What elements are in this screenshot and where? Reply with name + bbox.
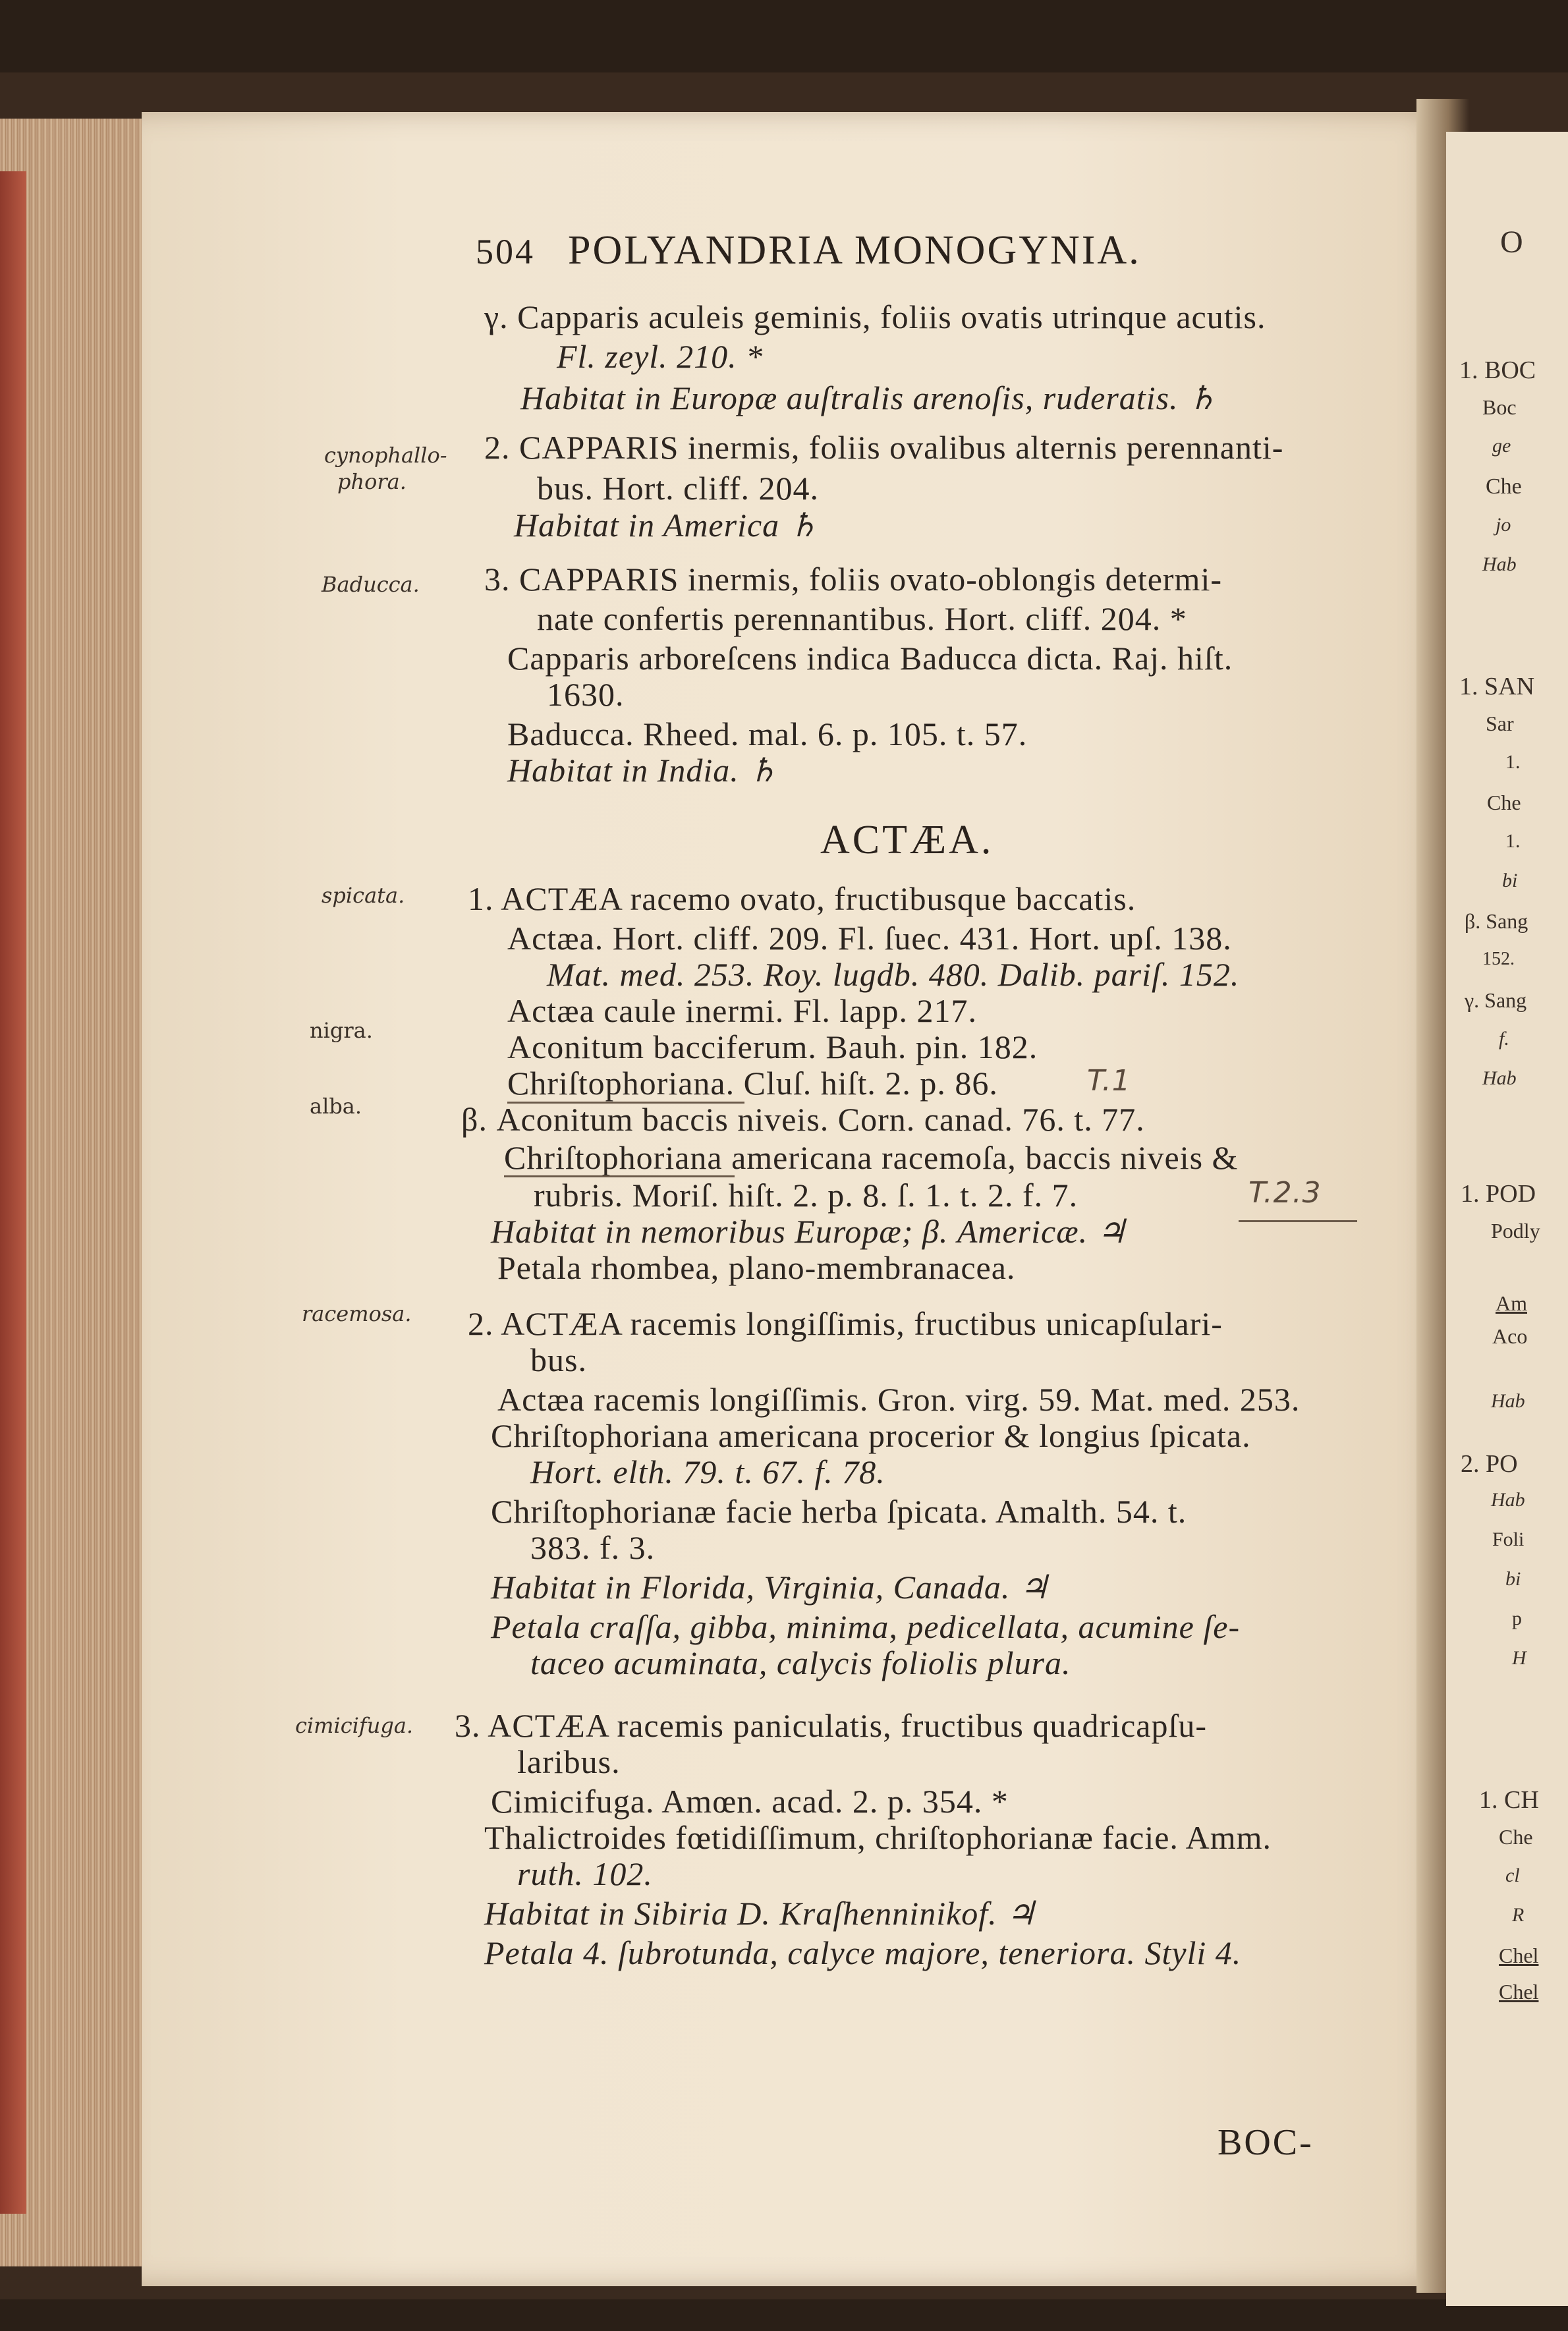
capparis-3-line1: 3. CAPPARIS inermis, foliis ovato-oblongis determi-	[484, 561, 1222, 598]
facing-fragment: β. Sang	[1465, 909, 1528, 933]
actaea-3-line6: Habitat in Sibiria D. Kraſhenninikof. ♃	[484, 1895, 1036, 1932]
actaea-2-line5: Hort. elth. 79. t. 67. f. 78.	[530, 1453, 885, 1490]
margin-label-baducca: Baducca.	[322, 572, 420, 597]
actaea-2-line9: Petala craſſa, gibba, minima, pedicellata, acumine ſe-	[491, 1608, 1241, 1645]
actaea-1-line9: rubris. Moriſ. hiſt. 2. p. 8. ſ. 1. t. 2. f. 7.	[534, 1177, 1078, 1214]
facing-fragment: ge	[1492, 435, 1511, 457]
facing-fragment: 1.	[1505, 751, 1521, 773]
facing-fragment: Che	[1499, 1825, 1533, 1849]
actaea-1-line3: Mat. med. 253. Roy. lugdb. 480. Dalib. pariſ. 152.	[547, 956, 1240, 993]
actaea-2-line10: taceo acuminata, calycis foliolis plura.	[530, 1644, 1071, 1681]
actaea-3-line5: ruth. 102.	[517, 1855, 653, 1892]
margin-label-cynophallophora-cont: phora.	[337, 469, 406, 494]
margin-label-spicata: spicata.	[322, 883, 405, 908]
facing-fragment: 1.	[1505, 830, 1521, 852]
facing-fragment: 2. PO	[1461, 1450, 1518, 1478]
facing-fragment: 1. SAN	[1459, 673, 1535, 700]
capparis-2-line2: bus. Hort. cliff. 204.	[537, 470, 819, 507]
actaea-1-line8: Chriſtophoriana americana racemoſa, baccis niveis &	[504, 1139, 1239, 1176]
margin-label-cynophallophora: cynophallo-	[324, 443, 447, 468]
actaea-3-line7: Petala 4. ſubrotunda, calyce majore, teneriora. Styli 4.	[484, 1934, 1242, 1971]
facing-fragment: Podly	[1491, 1219, 1540, 1243]
facing-fragment: Che	[1487, 791, 1521, 814]
actaea-1-line5: Aconitum bacciferum. Bauh. pin. 182.	[507, 1028, 1038, 1065]
actaea-3-line1: 3. ACTÆA racemis paniculatis, fructibus quadricapſu-	[455, 1707, 1208, 1744]
capparis-gamma-line3: Habitat in Europæ auſtralis arenoſis, ruderatis. ♄	[520, 379, 1218, 416]
facing-fragment: H	[1512, 1647, 1526, 1669]
actaea-2-line3: Actæa racemis longiſſimis. Gron. virg. 59. Mat. med. 253.	[497, 1381, 1301, 1418]
capparis-2-line1: 2. CAPPARIS inermis, foliis ovalibus alternis perennanti-	[484, 429, 1284, 466]
capparis-gamma-line2: Fl. zeyl. 210. *	[557, 338, 764, 375]
actaea-2-line8: Habitat in Florida, Virginia, Canada. ♃	[491, 1569, 1050, 1606]
facing-fragment: 1. BOC	[1459, 356, 1536, 384]
capparis-3-line5: Baducca. Rheed. mal. 6. p. 105. t. 57.	[507, 716, 1028, 752]
facing-fragment: Hab	[1482, 553, 1517, 575]
facing-fragment: γ. Sang	[1465, 988, 1527, 1012]
facing-fragment: Chel	[1499, 1944, 1539, 1967]
capparis-3-line3: Capparis arboreſcens indica Baducca dicta. Raj. hiſt.	[507, 640, 1233, 677]
pencil-underline	[1239, 1220, 1357, 1222]
facing-fragment: bi	[1505, 1568, 1521, 1590]
actaea-3-line3: Cimicifuga. Amœn. acad. 2. p. 354. *	[491, 1783, 1009, 1820]
facing-fragment: Hab	[1482, 1067, 1517, 1089]
actaea-2-line2: bus.	[530, 1341, 587, 1378]
facing-fragment: O	[1500, 225, 1523, 260]
actaea-1-line2: Actæa. Hort. cliff. 209. Fl. ſuec. 431. Hort. upſ. 138.	[507, 920, 1232, 957]
genus-heading: ACTÆA.	[820, 818, 994, 862]
actaea-2-line6: Chriſtophorianæ facie herba ſpicata. Amalth. 54. t.	[491, 1493, 1187, 1530]
actaea-2-line7: 383. f. 3.	[530, 1529, 656, 1566]
facing-fragment: Hab	[1491, 1489, 1525, 1511]
capparis-3-line4: 1630.	[547, 676, 625, 713]
facing-fragment: Foli	[1492, 1529, 1525, 1550]
facing-fragment: cl	[1505, 1865, 1520, 1886]
actaea-1-line6: Chriſtophoriana. Cluſ. hiſt. 2. p. 86.	[507, 1065, 998, 1102]
facing-fragment: jo	[1496, 514, 1511, 536]
facing-fragment: Sar	[1486, 712, 1514, 735]
facing-fragment: Chel	[1499, 1980, 1539, 2004]
actaea-1-line11: Petala rhombea, plano-membranacea.	[497, 1249, 1016, 1286]
capparis-3-line6: Habitat in India. ♄	[507, 752, 779, 789]
page-number: 504	[476, 232, 535, 271]
facing-fragment: Boc	[1482, 395, 1517, 419]
margin-label-nigra: nigra.	[310, 1018, 373, 1043]
facing-fragment: Am	[1496, 1291, 1527, 1315]
actaea-3-line2: laribus.	[517, 1743, 621, 1780]
page-title: POLYANDRIA MONOGYNIA.	[568, 228, 1141, 273]
pencil-note-t23: T.2.3	[1248, 1176, 1322, 1210]
facing-page	[1446, 132, 1568, 2306]
actaea-1-line1: 1. ACTÆA racemo ovato, fructibusque baccatis.	[468, 880, 1136, 917]
catchword: BOC-	[1218, 2122, 1314, 2163]
capparis-2-line3: Habitat in America ♄	[514, 507, 819, 544]
capparis-3-line2: nate confertis perennantibus. Hort. cliff. 204. *	[537, 600, 1187, 637]
facing-fragment: p	[1512, 1608, 1522, 1629]
facing-fragment: 1. CH	[1479, 1786, 1539, 1814]
facing-fragment: bi	[1502, 870, 1518, 891]
margin-label-cimicifuga: cimicifuga.	[295, 1713, 414, 1738]
pencil-note-t1: T.1	[1087, 1064, 1131, 1098]
margin-label-alba: alba.	[310, 1094, 362, 1119]
facing-fragment: R	[1512, 1904, 1525, 1926]
actaea-3-line4: Thalictroides fœtidiſſimum, chriſtophorianæ facie. Amm.	[484, 1819, 1272, 1856]
actaea-2-line4: Chriſtophoriana americana procerior & longius ſpicata.	[491, 1417, 1251, 1454]
book-red-edge	[0, 171, 26, 2214]
actaea-1-line10: Habitat in nemoribus Europæ; β. Americæ. ♃	[491, 1213, 1127, 1250]
facing-fragment: f.	[1499, 1028, 1509, 1050]
facing-fragment: Hab	[1491, 1390, 1525, 1412]
facing-fragment: 1. POD	[1461, 1180, 1536, 1208]
actaea-1-line4: Actæa caule inermi. Fl. lapp. 217.	[507, 992, 978, 1029]
margin-label-racemosa: racemosa.	[302, 1301, 412, 1326]
capparis-gamma-line1: γ. Capparis aculeis geminis, foliis ovatis utrinque acutis.	[484, 298, 1266, 335]
facing-fragment: Aco	[1492, 1324, 1528, 1348]
facing-fragment: 152.	[1482, 949, 1515, 969]
facing-fragment: Che	[1486, 474, 1522, 499]
actaea-1-line7: β. Aconitum baccis niveis. Corn. canad. 76. t. 77.	[461, 1101, 1145, 1138]
actaea-2-line1: 2. ACTÆA racemis longiſſimis, fructibus unicapſulari-	[468, 1305, 1223, 1342]
page-header	[476, 227, 1141, 274]
